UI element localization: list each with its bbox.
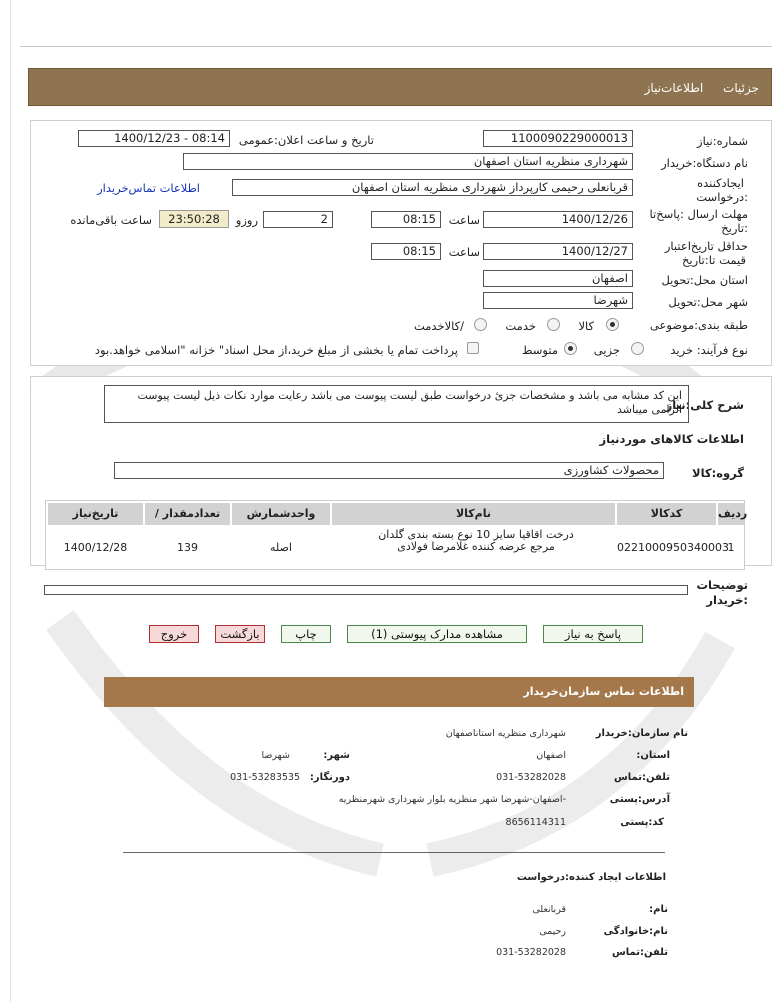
- cell-unit: اصله: [270, 541, 292, 554]
- creator-info-title: اطلاعات ایجاد کننده:درخواست: [516, 872, 666, 883]
- category-both-label: /کالاخدمت: [413, 319, 464, 333]
- category-radio-service[interactable]: [547, 318, 560, 331]
- print-button[interactable]: چاپ: [281, 625, 331, 643]
- creator-label-1: ایجادکننده: [697, 176, 744, 190]
- contact-divider: [123, 852, 665, 853]
- deadline-time-field: 08:15: [371, 211, 441, 228]
- treasury-checkbox[interactable]: [467, 342, 479, 354]
- buyer-org-field: شهرداری منظریه استان اصفهان: [183, 153, 633, 170]
- remaining-time-badge: 23:50:28: [159, 210, 229, 228]
- col-header-qty: / تعدادمقدار: [145, 503, 230, 525]
- city-field: شهرضا: [483, 292, 633, 309]
- contact-org-label: نام سازمان:خریدار: [595, 728, 688, 739]
- col-header-date: تاریخ‌نیاز: [48, 503, 143, 525]
- cell-name: درخت اقاقیا سایز 10 نوع بسته بندی گلدان مرجع عرضه کننده غلامرضا فولادی: [378, 528, 574, 553]
- process-minor-label: جزیی: [593, 343, 620, 357]
- reply-button[interactable]: پاسخ به نیاز: [543, 625, 643, 643]
- contact-province-value: اصفهان: [536, 750, 566, 761]
- buyer-notes-label-1: توضیحات: [696, 578, 748, 592]
- contact-address-label: آدرس:پستی: [609, 794, 670, 805]
- col-header-name: نام‌کالا: [332, 503, 615, 525]
- goods-group-label: گروه:کالا: [692, 466, 744, 480]
- contact-city-label: شهر:: [323, 750, 350, 761]
- cell-index: 1: [727, 541, 735, 554]
- validity-label-2: قیمت تا:تاریخ: [681, 253, 746, 267]
- city-label: شهر محل:تحویل: [668, 295, 748, 309]
- deadline-days-field: 2: [263, 211, 333, 228]
- creator-label-2: :درخواست: [696, 190, 748, 204]
- goods-group-field: محصولات کشاورزی: [114, 462, 664, 479]
- description-box: [104, 385, 689, 423]
- deadline-label-1: مهلت ارسال :پاسخ‌تا: [649, 207, 748, 221]
- validity-date-field: 1400/12/27: [483, 243, 633, 260]
- creator-name-value: قربانعلی: [532, 904, 566, 915]
- items-table: [45, 500, 748, 570]
- validity-label-1: حداقل تاریخ‌اعتبار: [664, 239, 748, 253]
- contact-city-value: شهرضا: [261, 750, 290, 761]
- description-label: شرح کلی:نیاز: [665, 398, 744, 412]
- remaining-label: ساعت باقی‌مانده: [70, 213, 152, 227]
- creator-phone-label: تلفن:تماس: [611, 947, 668, 958]
- tab-need-info[interactable]: اطلاعات‌نیاز: [644, 81, 704, 95]
- treasury-note: پرداخت تمام یا بخشی از مبلغ خرید،از محل اسناد" خزانه "اسلامی خواهد.بود: [94, 343, 458, 357]
- back-button[interactable]: بازگشت: [215, 625, 265, 643]
- table-row: [46, 527, 744, 569]
- contact-fax-value: 031-53283535: [230, 772, 300, 783]
- category-goods-label: کالا: [578, 319, 594, 333]
- process-radio-minor[interactable]: [631, 342, 644, 355]
- creator-field: قربانعلی رحیمی کارپرداز شهرداری منظریه استان اصفهان: [232, 179, 633, 196]
- goods-title: اطلاعات کالاهای موردنیاز: [599, 432, 744, 446]
- category-label: طبقه بندی:موضوعی: [649, 318, 748, 332]
- category-radio-both[interactable]: [474, 318, 487, 331]
- deadline-label-2: :تاریخ: [721, 221, 748, 235]
- description-text: این کد مشابه می باشد و مشخصات جزئ درخواست طبق لیست پیوست می باشد رعایت موارد نکات ذیل لیست پیوست الزامی میباشد: [137, 389, 682, 416]
- exit-button[interactable]: خروج: [149, 625, 199, 643]
- creator-phone-value: 031-53282028: [496, 947, 566, 958]
- contact-fax-label: دورنگار:: [309, 772, 350, 783]
- contact-header: [104, 677, 694, 707]
- deadline-date-field: 1400/12/26: [483, 211, 633, 228]
- deadline-time-label: ساعت: [448, 213, 480, 227]
- contact-postal-label: کد:پستی: [620, 817, 664, 828]
- cell-code: 0221000950340003: [617, 541, 729, 554]
- cell-date: 1400/12/28: [63, 541, 128, 554]
- days-label: روزو: [235, 213, 258, 227]
- validity-time-field: 08:15: [371, 243, 441, 260]
- header-bar: [28, 68, 772, 106]
- contact-phone-value: 031-53282028: [496, 772, 566, 783]
- contact-org-value: شهرداری منظریه استاناصفهان: [445, 728, 566, 739]
- creator-family-label: نام:خانوادگی: [603, 926, 668, 937]
- category-radio-goods[interactable]: [606, 318, 619, 331]
- left-divider: [10, 0, 11, 1002]
- announce-label: تاریخ و ساعت اعلان:عمومی: [238, 133, 374, 147]
- contact-postal-value: 8656114311: [505, 817, 566, 828]
- cell-qty: 139: [177, 541, 198, 554]
- province-label: استان محل:تحویل: [661, 273, 748, 287]
- contact-province-label: استان:: [636, 750, 670, 761]
- province-field: اصفهان: [483, 270, 633, 287]
- process-medium-label: متوسط: [521, 343, 558, 357]
- need-number-field: 1100090229000013: [483, 130, 633, 147]
- contact-title: اطلاعات تماس سازمان‌خریدار: [523, 685, 684, 698]
- need-number-label: شماره:نیاز: [697, 134, 748, 148]
- buyer-notes-field: [44, 585, 688, 595]
- creator-family-value: رحیمی: [539, 926, 566, 937]
- announce-field: 1400/12/23 - 08:14: [78, 130, 230, 147]
- buyer-org-label: نام دستگاه:خریدار: [661, 156, 748, 170]
- creator-name-label: نام:: [649, 904, 668, 915]
- col-header-code: کدکالا: [617, 503, 716, 525]
- attachments-button[interactable]: مشاهده مدارک پیوستی (1): [347, 625, 527, 643]
- validity-time-label: ساعت: [448, 245, 480, 259]
- buyer-notes-label-2: :خریدار: [706, 593, 748, 607]
- top-divider: [20, 46, 772, 47]
- category-service-label: خدمت: [505, 319, 536, 333]
- contact-phone-label: تلفن:تماس: [613, 772, 670, 783]
- tab-details[interactable]: جزئیات: [723, 81, 759, 95]
- buyer-contact-link[interactable]: اطلاعات تماس‌خریدار: [97, 181, 200, 195]
- contact-address-value: -اصفهان-شهرضا شهر منظریه بلوار شهرداری شهرمنظریه: [338, 794, 566, 805]
- col-header-row: ردیف: [718, 503, 744, 525]
- process-radio-medium[interactable]: [564, 342, 577, 355]
- col-header-unit: واحدشمارش: [232, 503, 330, 525]
- process-label: نوع فرآیند: خرید: [670, 343, 748, 357]
